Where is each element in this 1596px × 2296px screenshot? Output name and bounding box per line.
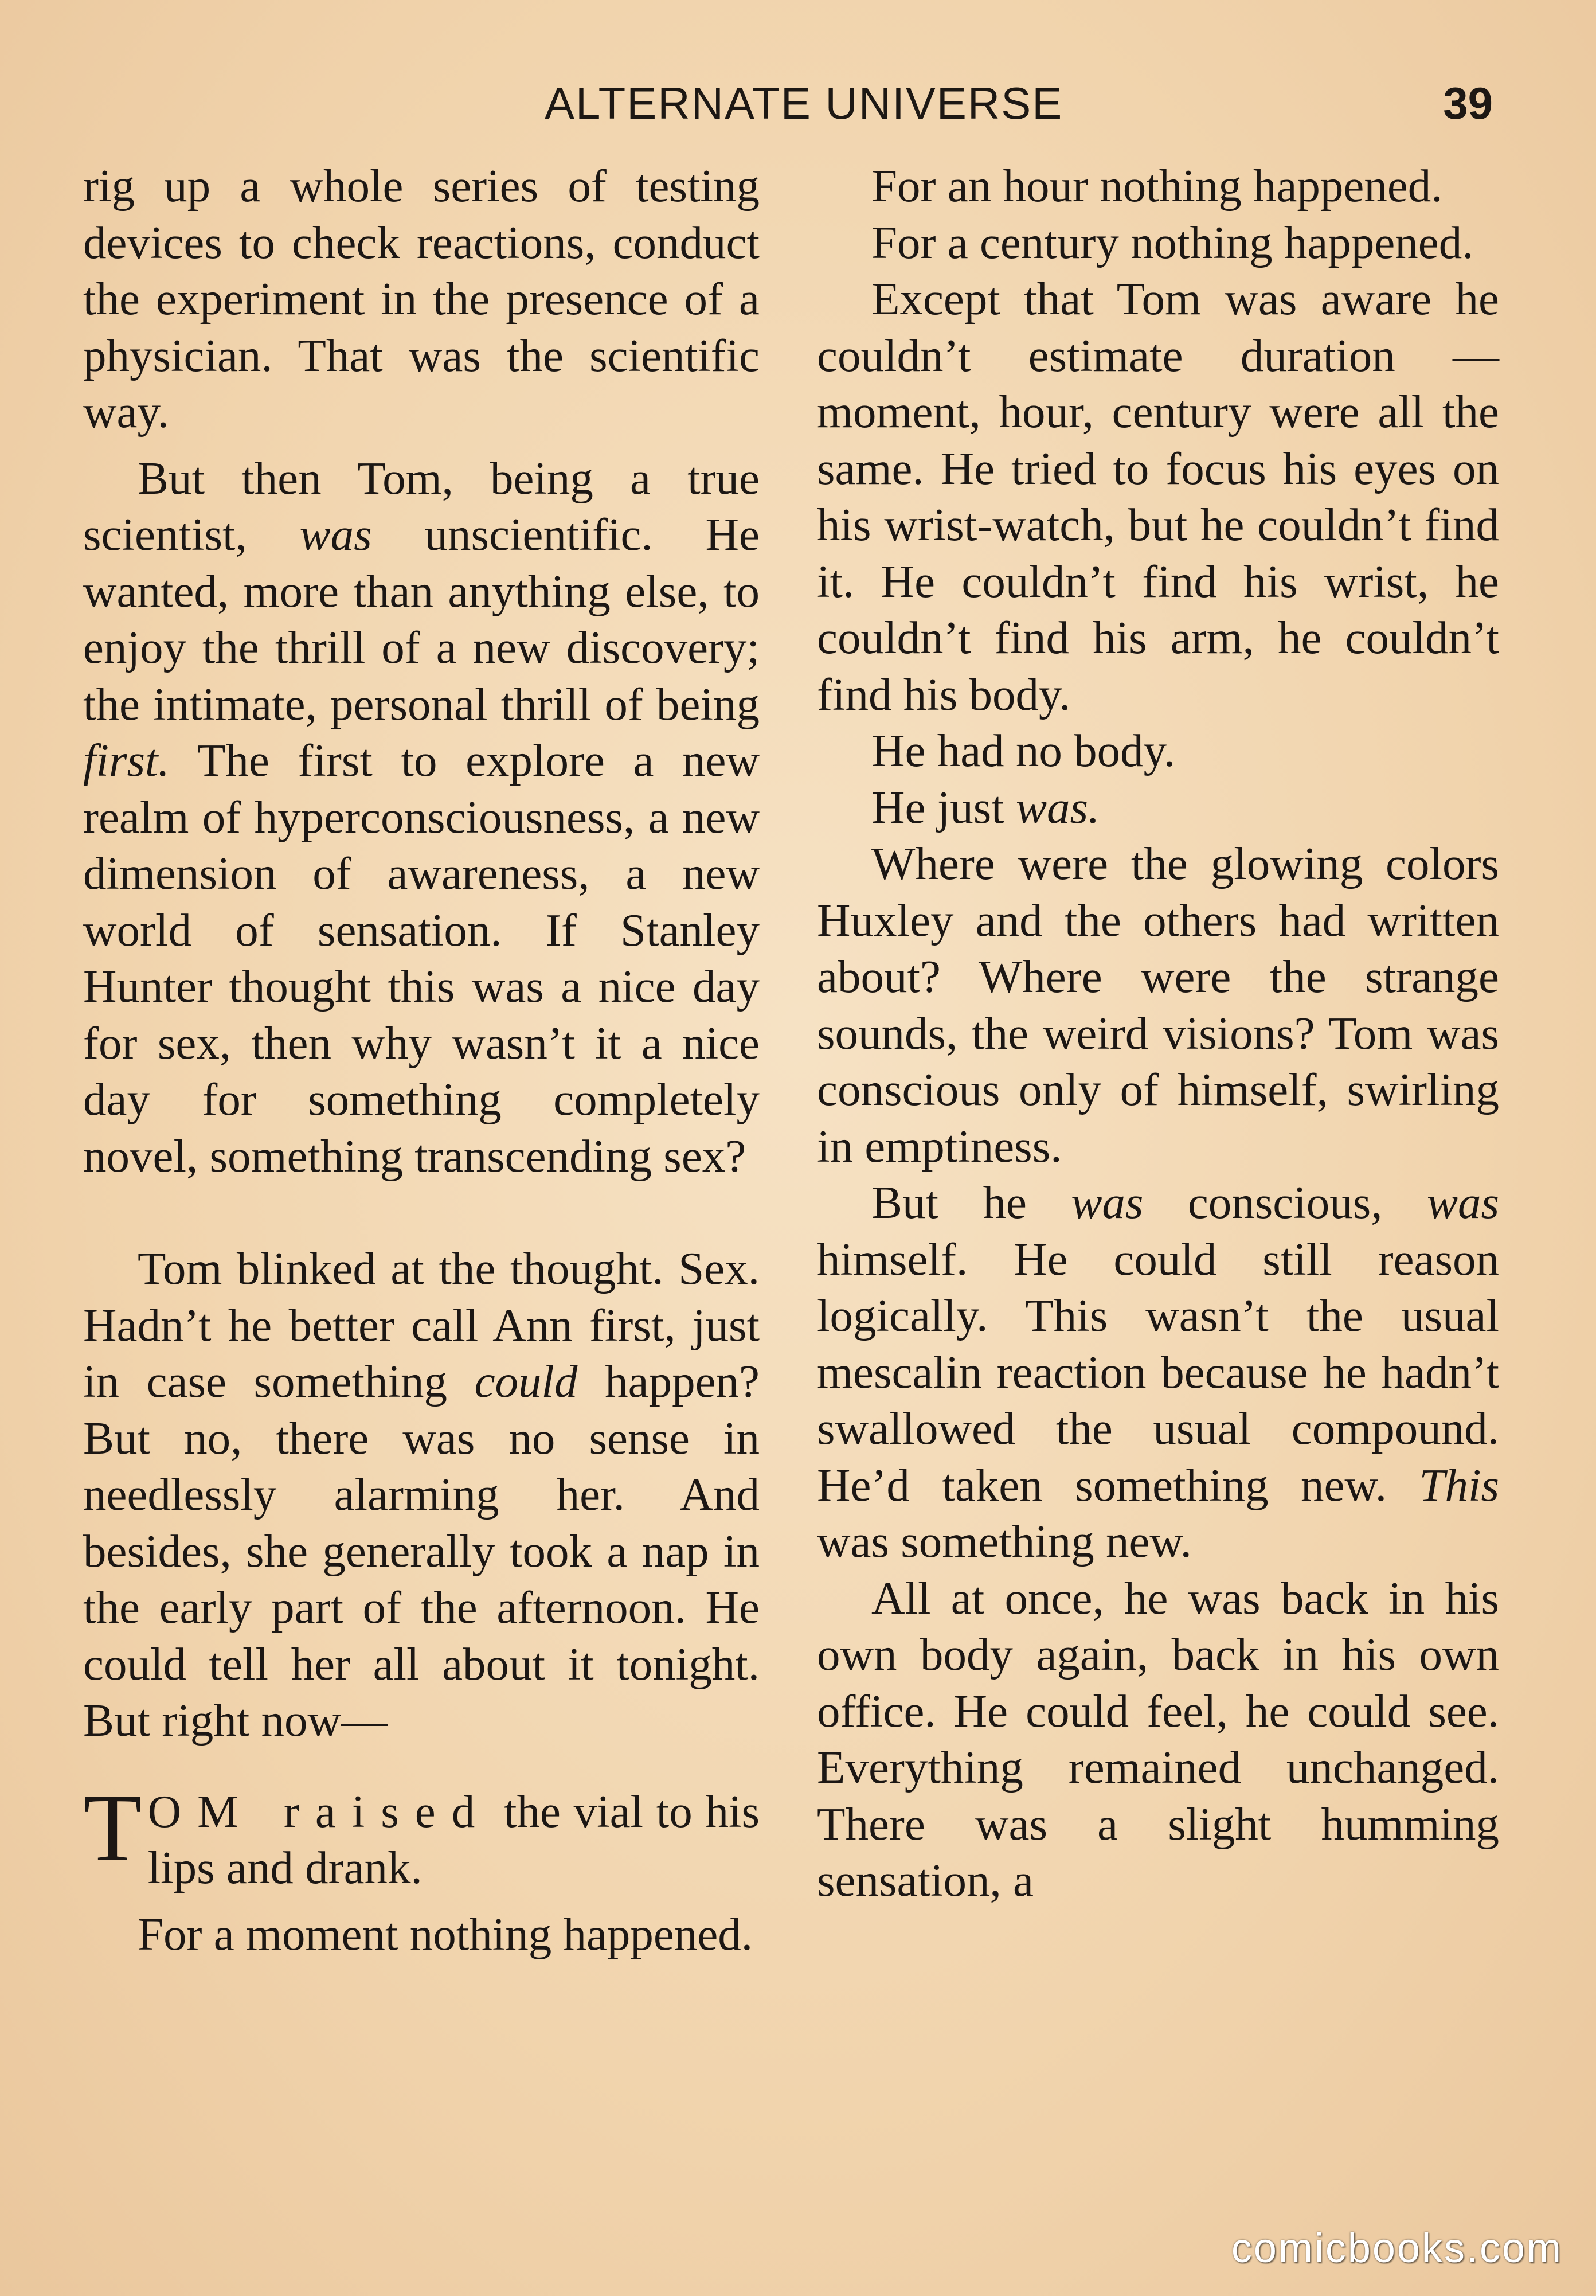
paragraph: Except that Tom was aware he couldn’t estimate duration —moment, hour, century were all the same. He tried to focus his eyes on his wrist-watch, but he couldn’t find it. He couldn’t find his wrist, he couldn’t find his arm, he couldn’t find his body.	[817, 273, 1499, 720]
italic-text: was	[1071, 1177, 1144, 1228]
text-run: was something new.	[817, 1516, 1192, 1567]
italic-text: This	[1419, 1459, 1499, 1511]
paragraph: For an hour nothing happened.	[871, 160, 1443, 212]
paragraph: Where were the glowing colors Huxley and the others had written about? Where were the strange sounds, the weird visions? Tom was conscious only of himself, swirling in emptiness.	[817, 838, 1499, 1172]
italic-text: first.	[83, 735, 170, 786]
drop-cap: T	[83, 1774, 142, 1881]
paragraph-drop-cap	[83, 1774, 760, 1896]
right-column	[817, 158, 1499, 1909]
text-run: the vial to his lips and drank.	[147, 1785, 760, 1893]
text-run: conscious,	[1143, 1177, 1427, 1228]
paragraph	[83, 450, 760, 1185]
italic-text: was	[299, 509, 372, 560]
paragraph	[817, 1174, 1499, 1570]
paragraph: For a moment nothing happened.	[138, 1908, 753, 1960]
italic-text: could	[474, 1356, 578, 1407]
text-run: happen? But no, there was no sense in needlessly alarming her. And besides, she generally took a nap in the early part of the afternoon. He could tell her all about it tonight. But right now—	[83, 1356, 760, 1746]
paragraph: rig up a whole series of testing devices to check reactions, conduct the experiment in the presence of a physician. That was the scientific way.	[83, 160, 760, 438]
italic-text: was.	[1015, 781, 1100, 833]
paragraph	[83, 1240, 760, 1749]
left-column	[83, 158, 760, 1962]
text-run: But then Tom, being a true scientist,	[83, 452, 760, 560]
paragraph: All at once, he was back in his own body again, back in his own office. He could feel, he could see. Everything remained unchanged. There was a slight humming sensation, a	[817, 1572, 1499, 1906]
text-run: OM raised	[147, 1785, 491, 1837]
page-header	[0, 77, 1596, 140]
watermark: comicbooks.com	[1231, 2225, 1563, 2271]
paragraph: For a century nothing happened.	[871, 216, 1474, 268]
text-run: The first to explore a new realm of hyperconsciousness, a new dimension of awareness, a new world of sensation. If Stanley Hunter thought this was a nice day for sex, then why wasn’t it a nice day for something completely novel, something transcending sex?	[83, 735, 760, 1182]
running-head: ALTERNATE UNIVERSE	[545, 78, 1063, 128]
text-run: Tom blinked at the thought. Sex. Hadn’t he better call Ann first, just in case something	[83, 1243, 760, 1407]
page-number: 39	[1443, 78, 1493, 128]
text-run: He just	[871, 781, 1016, 833]
paragraph	[817, 779, 1499, 836]
italic-text: was	[1426, 1177, 1499, 1228]
text-run: himself. He could still reason logically. This wasn’t the usual mescalin reaction because he hadn’t swallowed the usual compound. He’d taken something new.	[817, 1233, 1499, 1511]
text-run: But he	[871, 1177, 1071, 1228]
text-run: unscientific. He wanted, more than anything else, to enjoy the thrill of a new discovery; the intimate, personal thrill of being	[83, 509, 760, 730]
paragraph: He had no body.	[871, 725, 1176, 776]
